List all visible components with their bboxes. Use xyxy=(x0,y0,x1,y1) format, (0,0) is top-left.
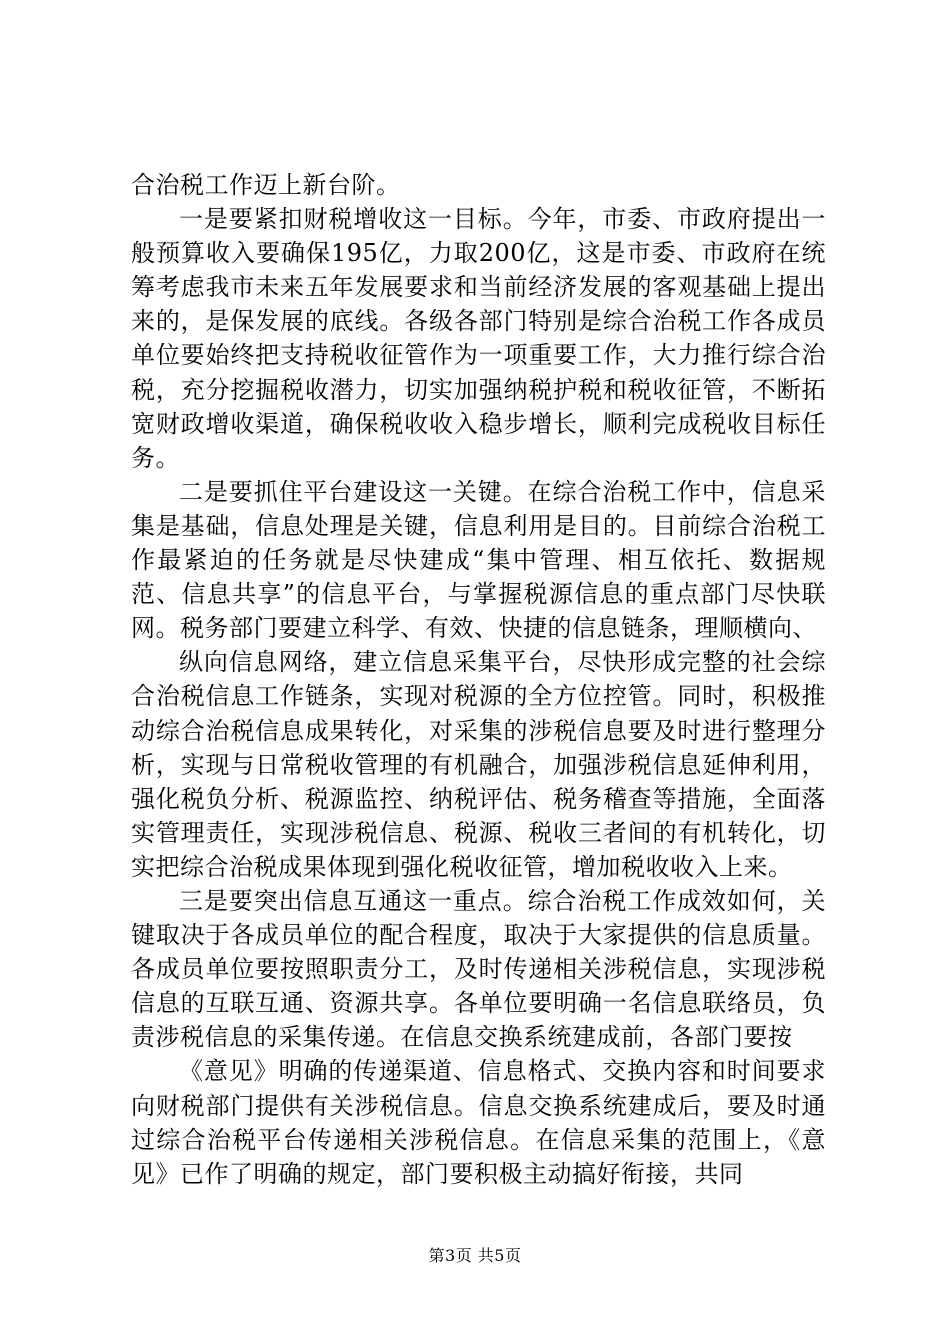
paragraph-continuation: 合治税工作迈上新台阶。 xyxy=(131,171,401,199)
paragraph-point-two-continued: 纵向信息网络，建立信息采集平台，尽快形成完整的社会综合治税信息工作链条，实现对税源的全方位控管。同时，积极推动综合治税信息成果转化，对采集的涉税信息要及时进行整理分析，实现与日常税收管理的有机融合，加强涉税信息延伸利用，强化税负分析、税源监控、纳税评估、税务稽查等措施，全面落实管理责任，实现涉税信息、税源、税收三者间的有机转化，切实把综合治税成果体现到强化税收征管，增加税收收入上来。 xyxy=(131,648,826,881)
paragraph-point-two: 二是要抓住平台建设这一关键。在综合治税工作中，信息采集是基础，信息处理是关键，信息利用是目的。目前综合治税工作最紧迫的任务就是尽快建成“集中管理、相互依托、数据规范、信息共享”的信息平台，与掌握税源信息的重点部门尽快联网。税务部门要建立科学、有效、快捷的信息链条，理顺横向、 xyxy=(131,477,826,643)
document-body xyxy=(131,168,826,1191)
page-number-label: 第3页 共5页 xyxy=(428,1246,522,1265)
paragraph-point-three: 三是要突出信息互通这一重点。综合治税工作成效如何，关键取决于各成员单位的配合程度，取决于大家提供的信息质量。各成员单位要按照职责分工，及时传递相关涉税信息，实现涉税信息的互联互通、资源共享。各单位要明确一名信息联络员，负责涉税信息的采集传递。在信息交换系统建成前，各部门要按 xyxy=(131,886,826,1052)
page-footer xyxy=(0,1246,950,1266)
paragraph-point-three-continued: 《意见》明确的传递渠道、信息格式、交换内容和时间要求向财税部门提供有关涉税信息。信息交换系统建成后，要及时通过综合治税平台传递相关涉税信息。在信息采集的范围上，《意见》已作了明确的规定，部门要积极主动搞好衔接，共同 xyxy=(131,1057,826,1188)
paragraph-point-one: 一是要紧扣财税增收这一目标。今年，市委、市政府提出一般预算收入要确保195亿，力取200亿，这是市委、市政府在统筹考虑我市未来五年发展要求和当前经济发展的客观基础上提出来的，是保发展的底线。各级各部门特别是综合治税工作各成员单位要始终把支持税收征管作为一项重要工作，大力推行综合治税，充分挖掘税收潜力，切实加强纳税护税和税收征管，不断拓宽财政增收渠道，确保税收收入稳步增长，顺利完成税收目标任务。 xyxy=(131,205,826,472)
